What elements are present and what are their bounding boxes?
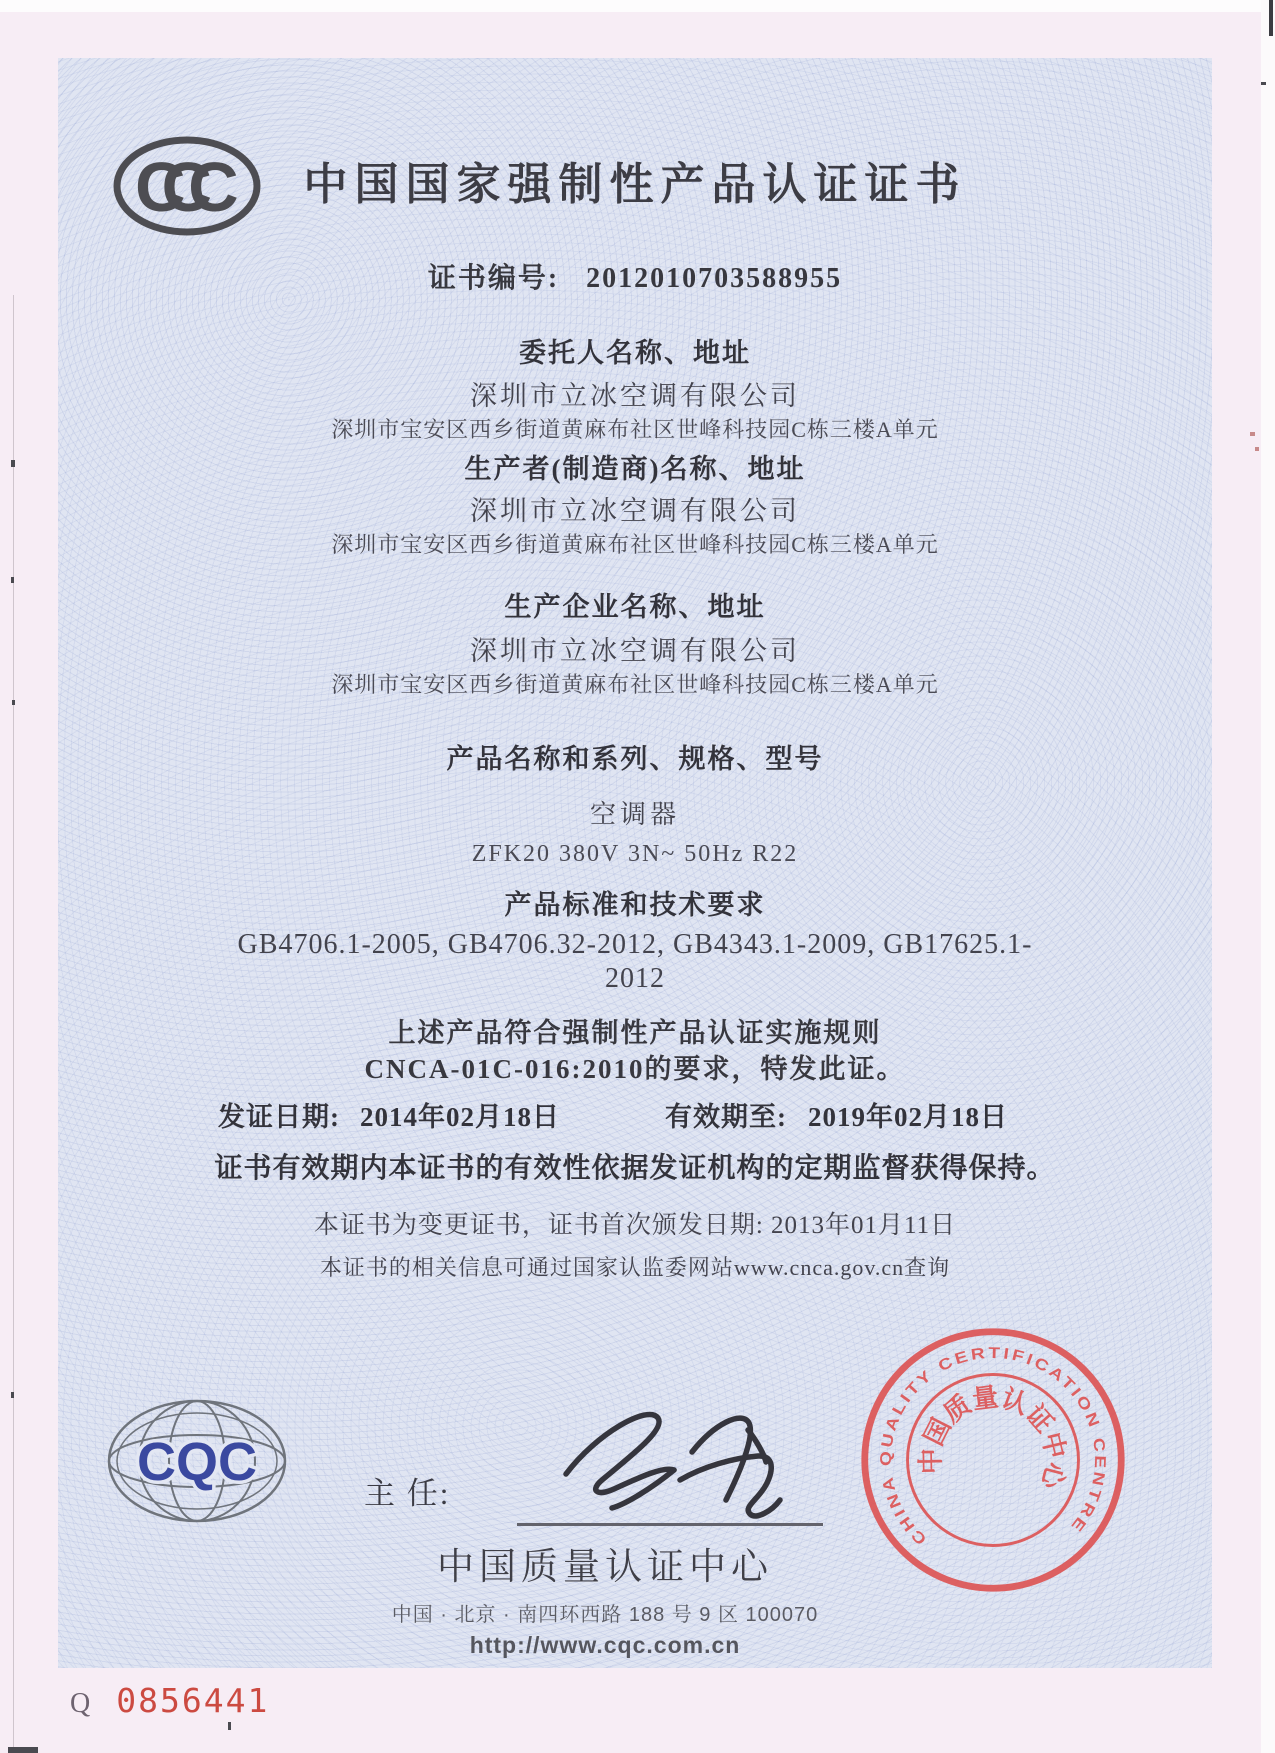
scan-speck [11, 460, 15, 467]
scan-corner-mark [1269, 0, 1273, 36]
scan-speck [1261, 82, 1266, 85]
manufacturer-address: 深圳市宝安区西乡街道黄麻布社区世峰科技园C栋三楼A单元 [331, 532, 939, 557]
stamp-inner-text: 中国质量认证中心 [916, 1382, 1071, 1493]
applicant-address: 深圳市宝安区西乡街道黄麻布社区世峰科技园C栋三楼A单元 [331, 417, 939, 442]
dates-row [0, 1095, 1275, 1135]
scan-speck [11, 577, 14, 583]
product-label: 产品名称和系列、规格、型号 [446, 744, 824, 774]
certificate-number-label: 证书编号: [427, 263, 560, 294]
standards-line1: GB4706.1-2005, GB4706.32-2012, GB4343.1-2009, GB17625.1- [237, 929, 1033, 960]
scan-speck [1255, 447, 1259, 451]
scan-bottom-mark [8, 1747, 38, 1753]
applicant-label: 委托人名称、地址 [519, 338, 751, 368]
cqc-logo-text: CQC [137, 1432, 257, 1492]
ccc-logo-text: CCC [135, 148, 215, 226]
producer-address: 深圳市宝安区西乡街道黄麻布社区世峰科技园C栋三楼A单元 [331, 672, 939, 697]
director-signature [552, 1396, 824, 1528]
organization-address: 中国 · 北京 · 南四环西路 188 号 9 区 100070 [391, 1604, 819, 1626]
cqc-logo-icon [104, 1398, 290, 1528]
scan-speck [11, 1392, 14, 1398]
signature-line [517, 1523, 823, 1526]
issue-date-value: 2014年02月18日 [360, 1102, 560, 1132]
standards-label: 产品标准和技术要求 [504, 890, 766, 920]
scan-right-margin [1261, 0, 1275, 1753]
product-name: 空调器 [589, 800, 680, 829]
validity-note: 证书有效期内本证书的有效性依据发证机构的定期监督获得保持。 [214, 1153, 1056, 1184]
serial-number [70, 1681, 269, 1720]
page-title: 中国国家强制性产品认证证书 [303, 160, 967, 209]
query-note: 本证书的相关信息可通过国家认监委网站www.cnca.gov.cn查询 [319, 1255, 951, 1280]
scan-speck [12, 700, 15, 705]
producer-label: 生产企业名称、地址 [504, 592, 766, 622]
scan-edge-line [13, 295, 14, 1753]
scan-speck [1250, 432, 1255, 436]
valid-until-label: 有效期至: [665, 1102, 787, 1132]
organization-website: http://www.cqc.com.cn [469, 1632, 741, 1658]
issue-date-label: 发证日期: [218, 1102, 340, 1132]
director-label: 主 任: [364, 1476, 451, 1511]
standards-line2: 2012 [605, 963, 665, 994]
manufacturer-company: 深圳市立冰空调有限公司 [470, 496, 800, 526]
scan-top-margin [0, 0, 1275, 12]
statement-line1: 上述产品符合强制性产品认证实施规则 [388, 1018, 882, 1048]
producer-company: 深圳市立冰空调有限公司 [470, 636, 800, 666]
scan-speck [228, 1722, 231, 1730]
applicant-company: 深圳市立冰空调有限公司 [470, 381, 800, 411]
certificate-number-line [58, 256, 1212, 296]
certificate-number-value: 2012010703588955 [586, 263, 843, 294]
serial-digits: 0856441 [116, 1681, 270, 1720]
official-stamp [857, 1324, 1129, 1596]
change-note: 本证书为变更证书，证书首次颁发日期: 2013年01月11日 [313, 1212, 957, 1239]
organization-name: 中国质量认证中心 [437, 1546, 773, 1587]
statement-line2: CNCA-01C-016:2010的要求，特发此证。 [364, 1054, 906, 1084]
serial-prefix: Q [70, 1688, 91, 1719]
manufacturer-label: 生产者(制造商)名称、地址 [464, 454, 806, 484]
svg-text:中国质量认证中心 [916, 1383, 1070, 1494]
valid-until-value: 2019年02月18日 [808, 1102, 1008, 1132]
product-model: ZFK20 380V 3N~ 50Hz R22 [471, 841, 799, 867]
stamp-outer-text: CHINA QUALITY CERTIFICATION CENTRE [877, 1344, 1109, 1548]
